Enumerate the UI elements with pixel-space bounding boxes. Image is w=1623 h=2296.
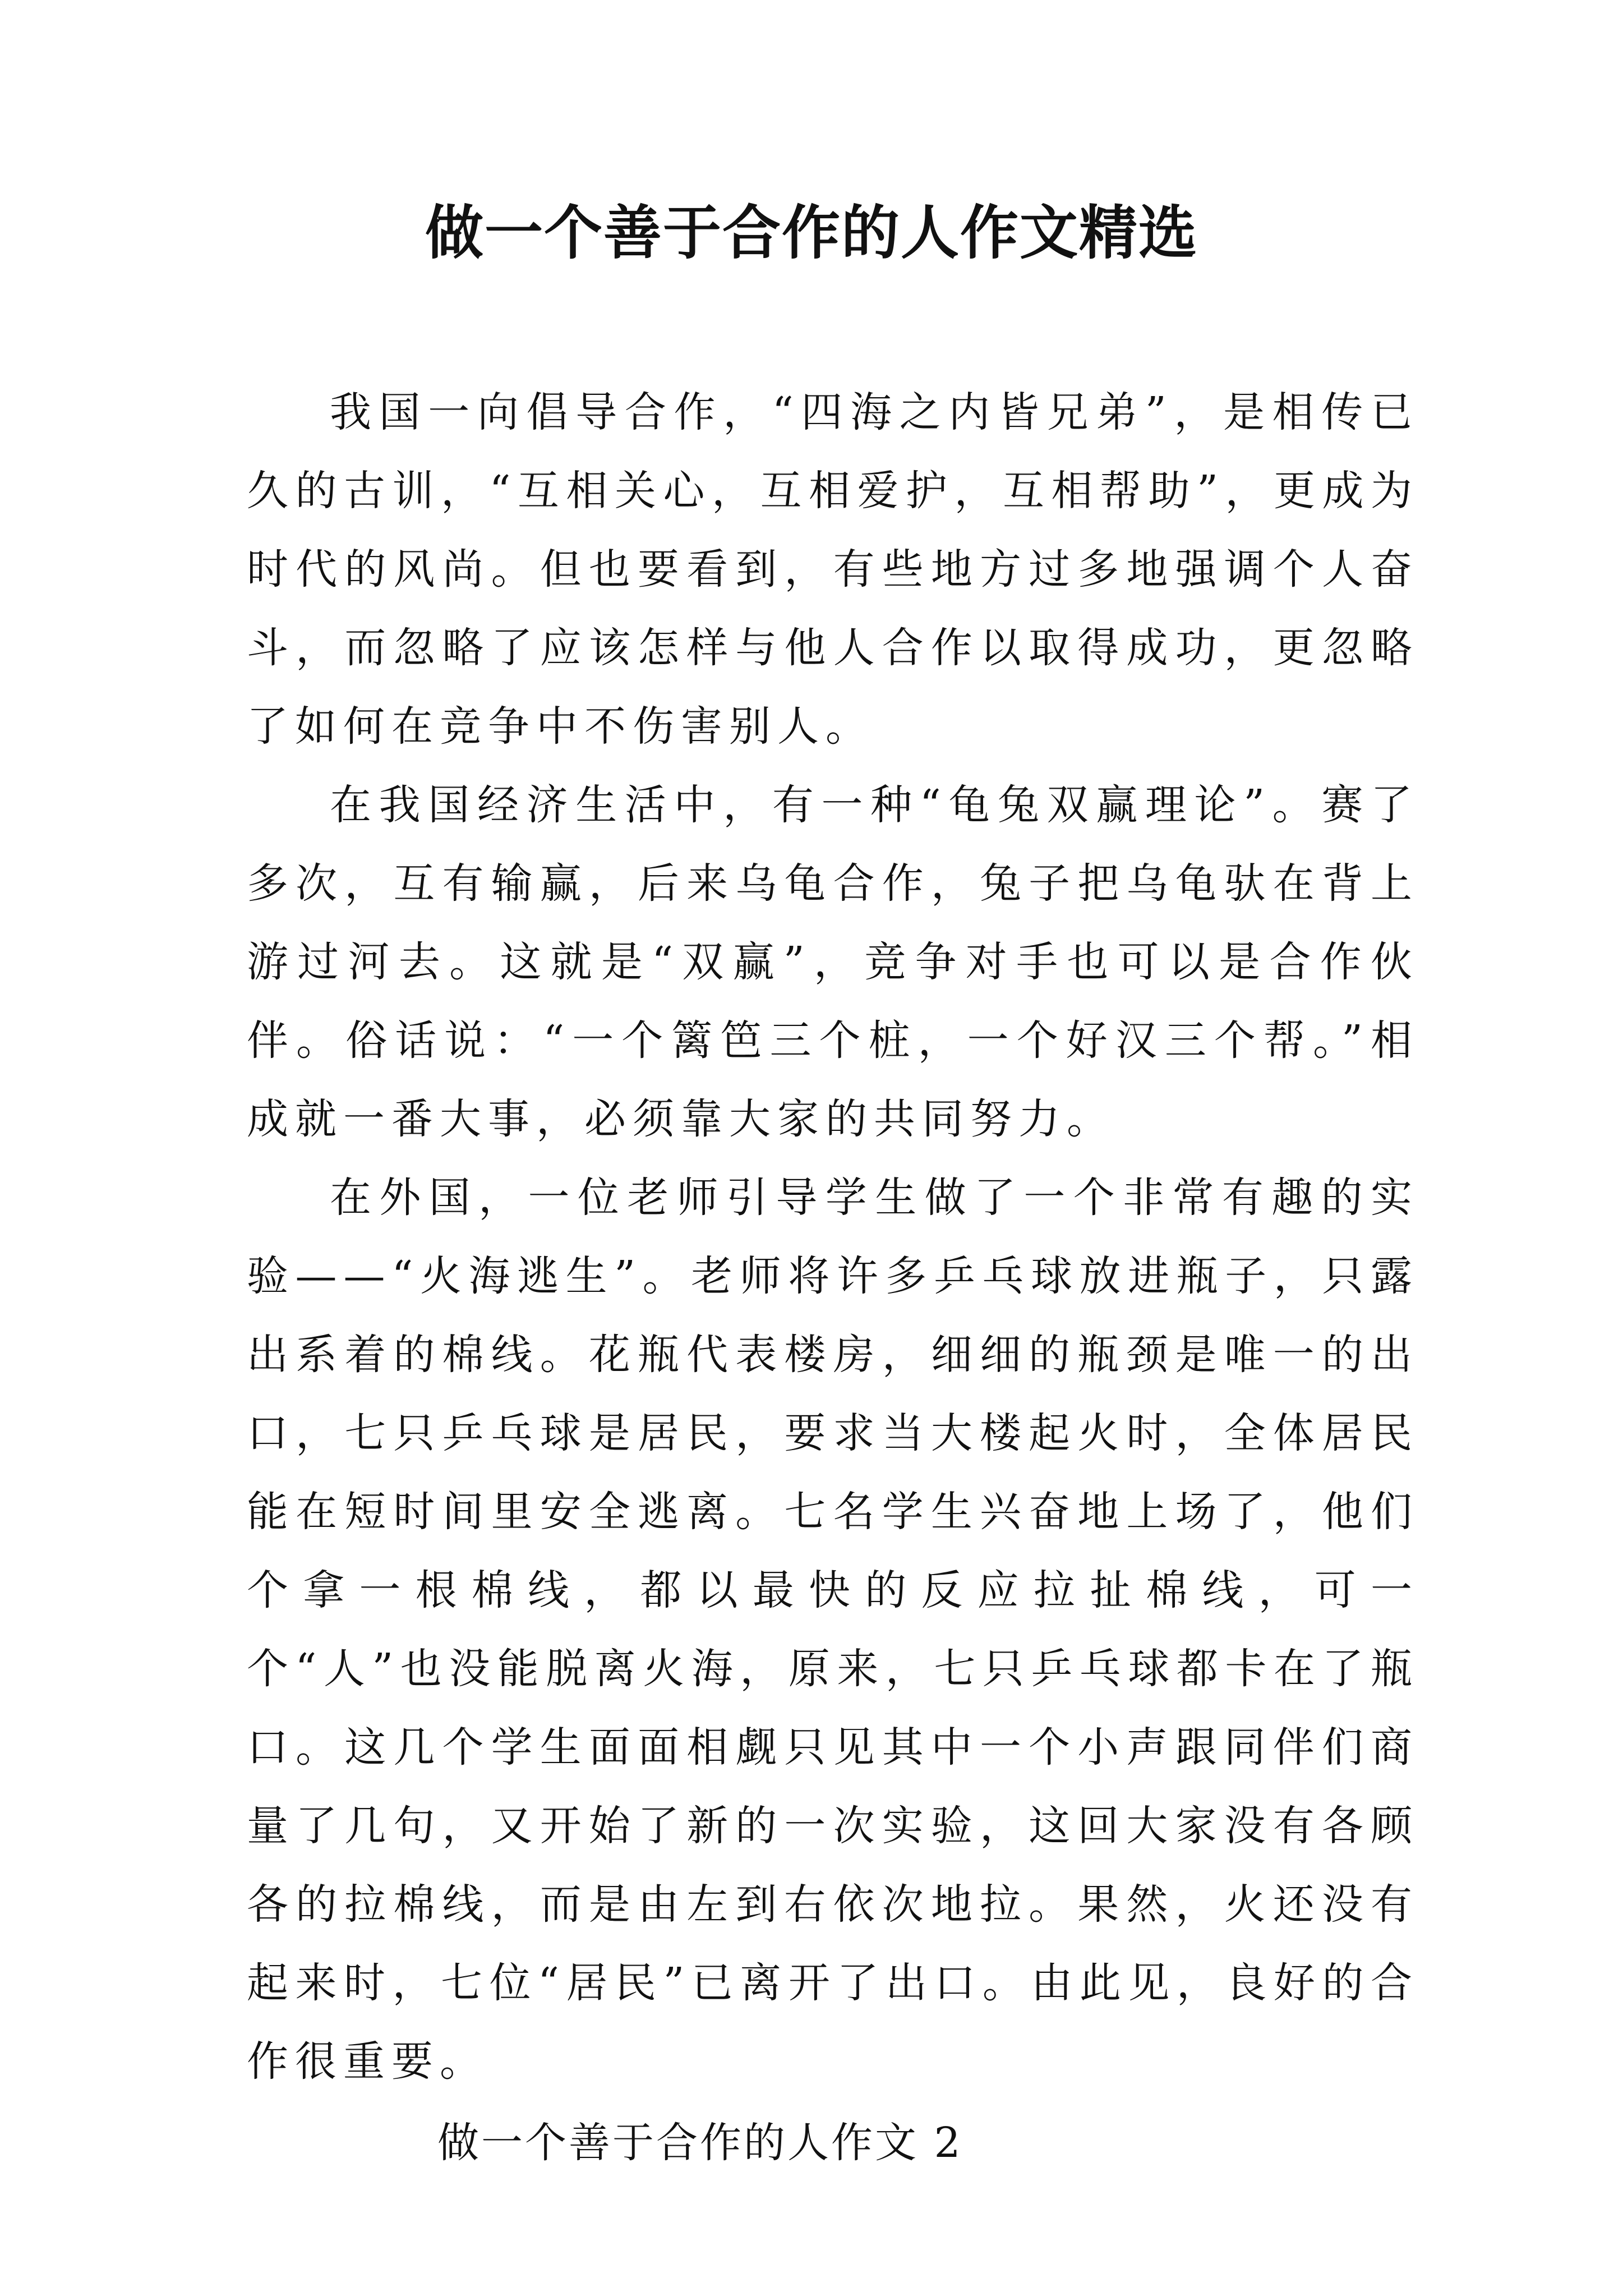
document-title: 做一个善于合作的人作文精选 (425, 198, 1198, 267)
paragraph-3: 在外国，一位老师引导学生做了一个非常有趣的实验——“火海逃生”。老师将许多乒乓球放进瓶子，只露出系着的棉线。花瓶代表楼房，细细的瓶颈是唯一的出口，七只乒乓球是居民，要求当大楼起火时，全体居民能在短时间里安全逃离。七名学生兴奋地上场了，他们个拿一根棉线，都以最快的反应拉扯棉线，可一个“人”也没能脱离火海，原来，七只乒乓球都卡在了瓶口。这几个学生面面相觑只见其中一个小声跟同伴们商量了几句，又开始了新的一次实验，这回大家没有各顾各的拉棉线，而是由左到右依次地拉。果然，火还没有起来时，七位“居民”已离开了出口。由此见，良好的合作很重要。 (247, 1174, 1419, 2086)
paragraph-2: 在我国经济生活中，有一种“龟兔双赢理论”。赛了多次，互有输赢，后来乌龟合作，兔子把乌龟驮在背上游过河去。这就是“双赢”，竞争对手也可以是合作伙伴。俗话说：“一个篱笆三个桩，一个好汉三个帮。”相成就一番大事，必须靠大家的共同努力。 (247, 781, 1419, 1143)
document-body (247, 373, 1419, 2185)
paragraph-1: 我国一向倡导合作，“四海之内皆兄弟”，是相传已久的古训，“互相关心，互相爱护，互相帮助”，更成为时代的风尚。但也要看到，有些地方过多地强调个人奋斗，而忽略了应该怎样与他人合作以取得成功，更忽略了如何在竞争中不伤害别人。 (247, 388, 1419, 751)
section-heading: 做一个善于合作的人作文 2 (437, 2119, 963, 2167)
